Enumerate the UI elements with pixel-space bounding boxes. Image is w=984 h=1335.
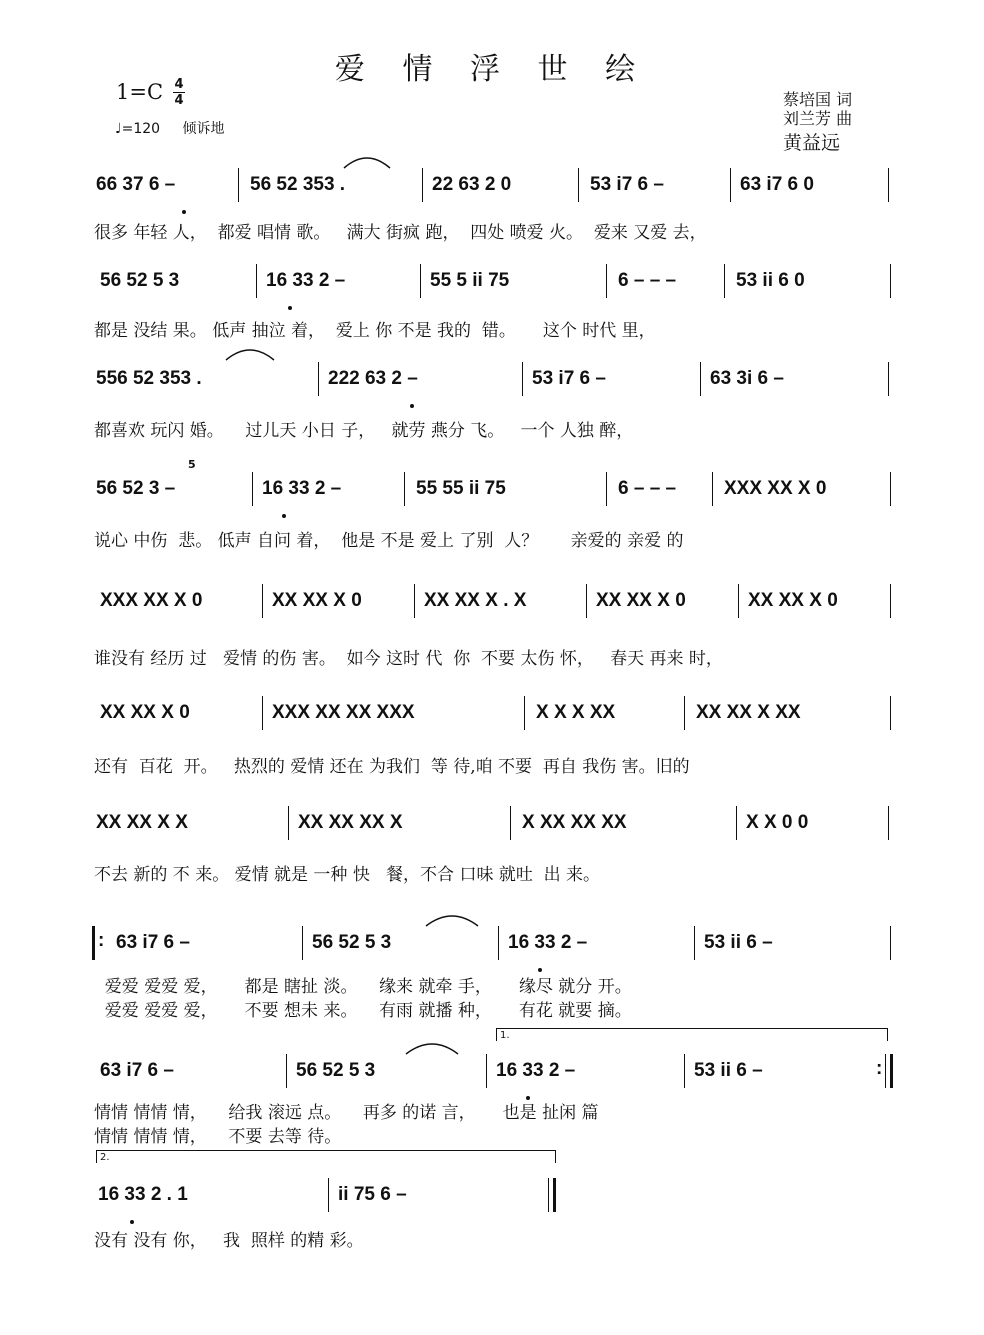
repeat-dots: : [876,1058,883,1079]
second-ending-number: 2. [100,1152,110,1163]
lyrics-line-3: 都喜欢 玩闪 婚。 过儿天 小日 子， 就劳 燕分 飞。 一个 人独 醉， [94,421,634,441]
measure-4: 53 i7 6 – [590,174,664,195]
measure-3: 53 i7 6 – [532,368,606,389]
measure-2: XX XX X 0 [272,590,362,611]
measure-4: XX XX X XX [696,702,801,723]
measure-1: 66 37 6 – [96,174,176,195]
measure-3: XX XX X . X [424,590,527,611]
grace-note: 5 [188,458,196,471]
measure-3: 22 63 2 0 [432,174,512,195]
barline [524,696,525,730]
notation-system-1 [96,172,896,202]
time-numerator: 4 [174,77,184,92]
barline [712,472,713,506]
lyrics-verse1-line-8: 爱爱 爱爱 爱， 都是 瞎扯 淡。 缘来 就牵 手， 缘尽 就分 开。 [94,977,632,997]
notation-system-3 [96,366,896,396]
barline [286,1054,287,1088]
barline [736,806,737,840]
slur [224,346,276,362]
lyrics-verse2-line-9: 情情 情情 情， 不要 去等 待。 [94,1127,342,1147]
measure-1: 56 52 3 – [96,478,176,499]
notation-system-4 [96,476,896,506]
measure-5: 63 i7 6 0 [740,174,814,195]
notation-system-9 [96,1058,896,1088]
barline [548,1178,549,1212]
measure-3: 55 5 ii 75 [430,270,510,291]
measure-2: 56 52 5 3 [296,1060,376,1081]
repeat-end-barline [890,1054,893,1088]
barline [422,168,423,202]
barline [730,168,731,202]
notation-system-8 [96,930,896,960]
first-ending-number: 1. [500,1030,510,1041]
measure-2: 56 52 353 . [250,174,346,195]
lyrics-line-1: 很多 年轻 人， 都爱 唱情 歌。 满大 街疯 跑， 四处 喷爱 火。 爱来 又爱 去， [94,223,707,243]
slur [424,912,480,928]
barline [888,806,889,840]
measure-2: 56 52 5 3 [312,932,392,953]
key-signature: 1=C [116,80,164,104]
barline [738,584,739,618]
measure-4: 6 – – – [618,270,677,291]
lyrics-line-4: 说心 中伤 悲。 低声 自问 着， 他是 不是 爱上 了别 人？ 亲爱的 亲爱 的 [94,531,684,551]
lower-octave-dot [288,306,292,310]
measure-5: XXX XX X 0 [724,478,827,499]
measure-5: XX XX X 0 [748,590,838,611]
lyrics-line-10: 没有 没有 你， 我 照样 的精 彩。 [94,1231,364,1251]
expression-marking: 倾诉地 [182,121,225,137]
repeat-dots: : [98,930,105,951]
lyrics-line-5: 谁没有 经历 过 爱情 的伤 害。 如今 这时 代 你 不要 太伤 怀， 春天 再来 时， [94,649,723,669]
barline [498,926,499,960]
barline [694,926,695,960]
barline [262,696,263,730]
measure-4: XX XX X 0 [596,590,686,611]
barline [684,1054,685,1088]
notation-system-6 [96,700,896,730]
barline [890,264,891,298]
barline [414,584,415,618]
lower-octave-dot [538,968,542,972]
barline [885,1054,886,1088]
barline [724,264,725,298]
barline [252,472,253,506]
measure-1: 63 i7 6 – [100,1060,174,1081]
measure-4: 6 – – – [618,478,677,499]
barline [328,1178,329,1212]
measure-2: XXX XX XX XXX [272,702,415,723]
lyrics-line-6: 还有 百花 开。 热烈的 爱情 还在 为我们 等 待,咱 不要 再自 我伤 害。旧的 [94,757,690,777]
song-title: 爱 情 浮 世 绘 [334,52,650,87]
slur [342,154,392,170]
lower-octave-dot [282,514,286,518]
lyricist-credit: 蔡培国 词 [783,90,853,109]
barline [586,584,587,618]
measure-4: 53 ii 6 – [704,932,773,953]
measure-1: XXX XX X 0 [100,590,203,611]
measure-3: 16 33 2 – [496,1060,576,1081]
barline [890,584,891,618]
barline [302,926,303,960]
barline [262,584,263,618]
measure-2: ii 75 6 – [338,1184,407,1205]
barline [700,362,701,396]
measure-5: 53 ii 6 0 [736,270,805,291]
barline [578,168,579,202]
lyrics-verse1-line-9: 情情 情情 情， 给我 滚远 点。 再多 的诺 言， 也是 扯闲 篇 [94,1103,599,1123]
lower-octave-dot [182,210,186,214]
lower-octave-dot [410,404,414,408]
lyrics-verse2-line-8: 爱爱 爱爱 爱， 不要 想未 来。 有雨 就播 种， 有花 就要 摘。 [94,1001,632,1021]
barline [606,472,607,506]
time-signature [173,77,185,108]
barline [888,362,889,396]
measure-2: 222 63 2 – [328,368,418,389]
barline [606,264,607,298]
slur [404,1040,460,1056]
lyrics-line-2: 都是 没结 果。 低声 抽泣 着， 爱上 你 不是 我的 错。 这个 时代 里， [94,321,656,341]
notation-system-5 [96,588,896,618]
measure-3: X X X XX [536,702,616,723]
barline [888,168,889,202]
measure-1: XX XX X 0 [100,702,190,723]
arranger-credit: 黄益远 [783,132,841,154]
notation-system-2 [96,268,896,298]
barline [684,696,685,730]
time-denominator: 4 [174,93,184,108]
second-ending-bracket [96,1150,556,1163]
composer-credit: 刘兰芳 曲 [783,109,853,128]
measure-1: XX XX X X [96,812,188,833]
barline [486,1054,487,1088]
barline [420,264,421,298]
barline [510,806,511,840]
repeat-start-barline [92,926,95,960]
measure-3: X XX XX XX [522,812,627,833]
barline [522,362,523,396]
measure-2: 16 33 2 – [266,270,346,291]
barline [890,696,891,730]
notation-system-7 [96,810,896,840]
measure-1: 63 i7 6 – [116,932,190,953]
barline [238,168,239,202]
measure-3: 16 33 2 – [508,932,588,953]
measure-1: 56 52 5 3 [100,270,180,291]
measure-3: 55 55 ii 75 [416,478,506,499]
measure-1: 16 33 2 . 1 [98,1184,188,1205]
lyrics-line-7: 不去 新的 不 来。 爱情 就是 一种 快 餐，不合 口味 就吐 出 来。 [94,865,601,885]
measure-2: 16 33 2 – [262,478,342,499]
tempo-value: ♩=120 [115,121,161,137]
barline [288,806,289,840]
lower-octave-dot [526,1096,530,1100]
barline [404,472,405,506]
barline [318,362,319,396]
measure-4: 53 ii 6 – [694,1060,763,1081]
measure-2: XX XX XX X [298,812,403,833]
measure-1: 556 52 353 . [96,368,202,389]
barline [890,472,891,506]
measure-4: X X 0 0 [746,812,809,833]
barline [256,264,257,298]
tempo-marking [115,118,225,138]
first-ending-bracket [496,1028,888,1041]
barline [890,926,891,960]
measure-4: 63 3i 6 – [710,368,784,389]
final-barline [553,1178,556,1212]
notation-system-10 [96,1182,896,1212]
lower-octave-dot [130,1220,134,1224]
